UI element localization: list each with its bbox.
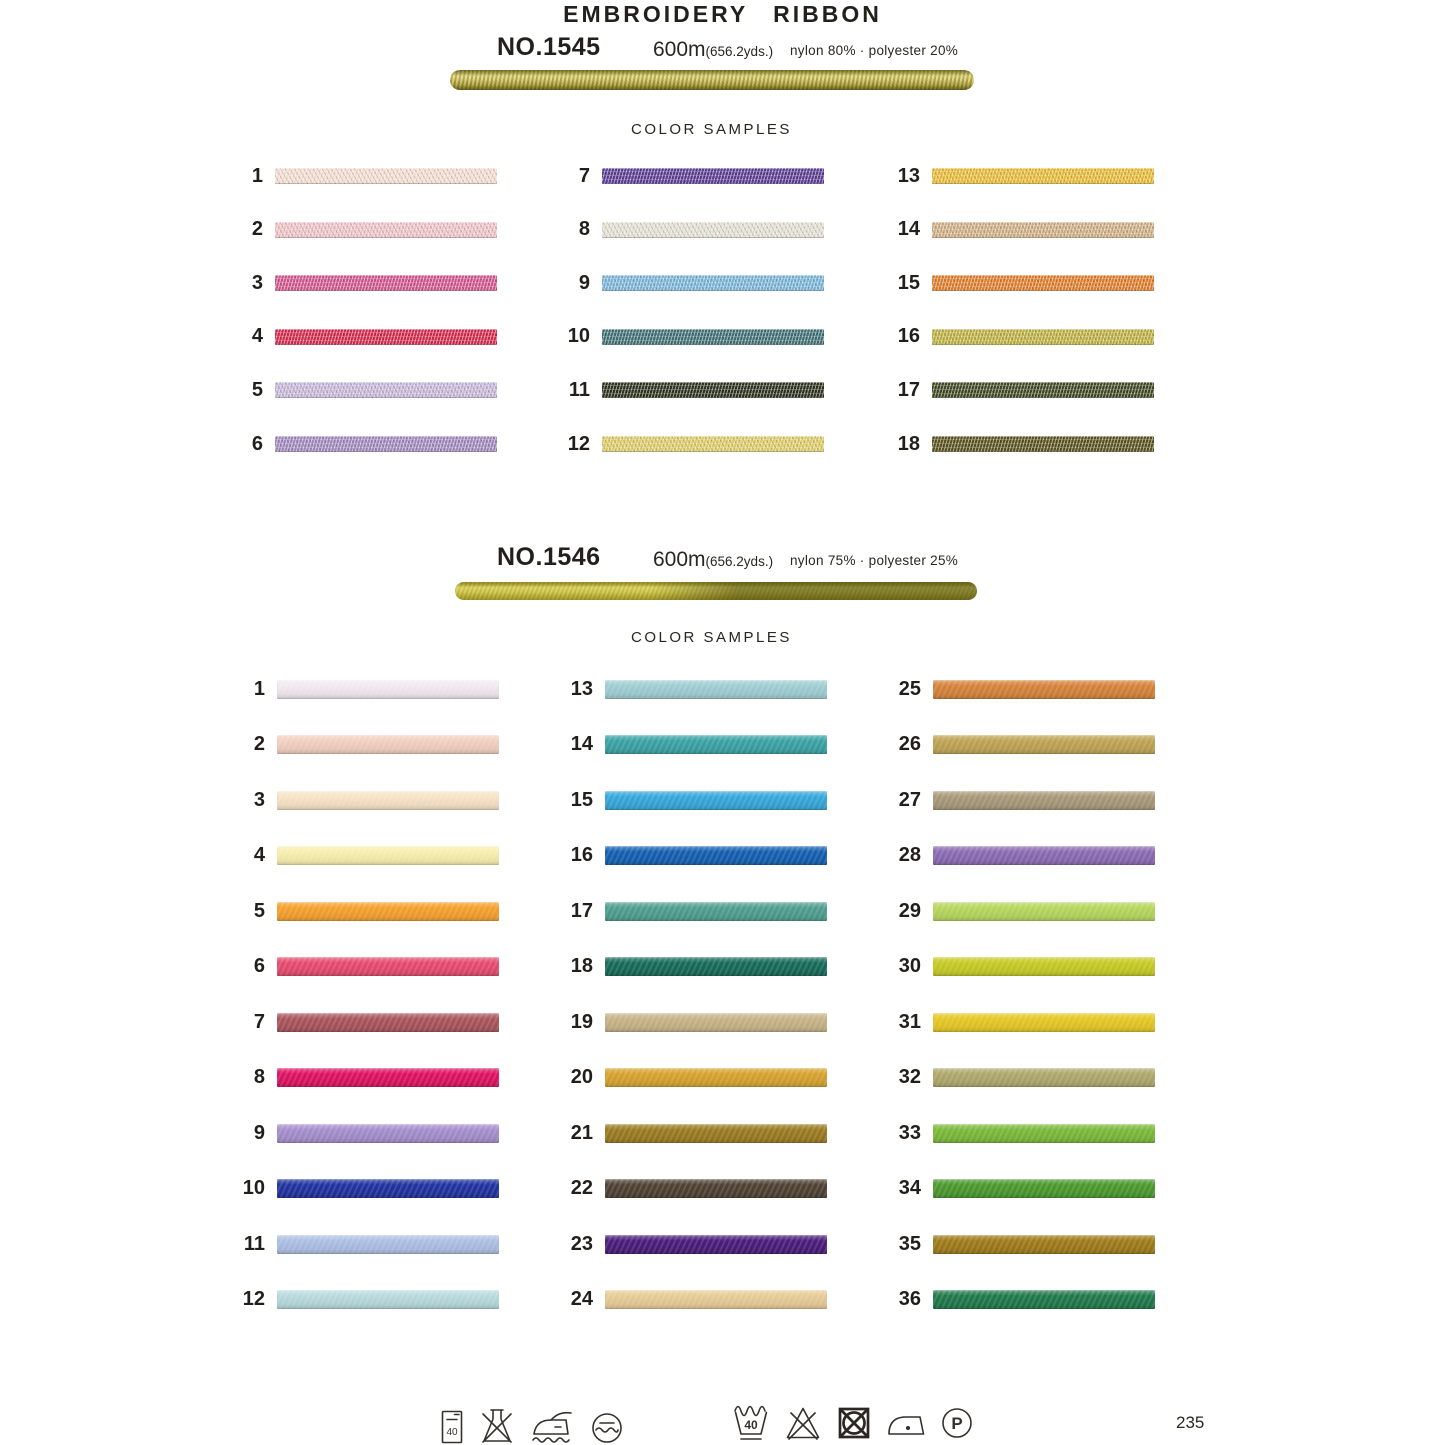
swatch-number: 30	[898, 955, 921, 978]
ribbon-swatch	[605, 1068, 827, 1087]
swatch-row	[200, 1008, 499, 1036]
swatch-number: 1	[253, 678, 265, 700]
swatch-row	[856, 897, 1155, 925]
no-bleach-icon	[785, 1406, 821, 1440]
ribbon-swatch	[605, 1290, 827, 1309]
ribbon-swatch	[932, 222, 1154, 238]
swatch-number: 8	[253, 1066, 265, 1089]
swatch-row	[200, 1230, 499, 1258]
svg-text:40: 40	[744, 1418, 758, 1432]
swatch-row	[200, 842, 499, 870]
swatch-number: 7	[253, 1010, 265, 1033]
length-1545	[653, 38, 773, 62]
swatch-number: 6	[251, 432, 263, 455]
swatch-row	[528, 1230, 827, 1258]
ribbon-swatch	[277, 680, 499, 699]
swatch-number: 13	[897, 164, 920, 187]
swatch-row	[525, 376, 824, 404]
product-number-1545: NO.1545	[497, 33, 601, 61]
swatch-number: 3	[251, 271, 263, 294]
ribbon-swatch	[277, 1013, 499, 1032]
ribbon-swatch	[933, 846, 1155, 865]
swatch-row	[528, 676, 827, 704]
ribbon-swatch	[605, 1235, 827, 1254]
ribbon-swatch	[277, 1124, 499, 1143]
ribbon-swatch	[933, 1179, 1155, 1198]
swatch-row	[856, 676, 1155, 704]
swatch-number: 12	[567, 432, 590, 455]
svg-text:P: P	[951, 1414, 963, 1433]
swatch-number: 13	[570, 678, 593, 700]
ribbon-swatch	[275, 329, 497, 345]
swatch-row	[855, 323, 1154, 351]
swatch-row	[856, 842, 1155, 870]
ribbon-swatch	[605, 1013, 827, 1032]
swatch-row	[525, 430, 824, 458]
swatch-number: 11	[243, 1232, 265, 1255]
ribbon-swatch	[933, 680, 1155, 699]
ribbon-swatch	[932, 329, 1154, 345]
swatch-number: 34	[898, 1177, 921, 1200]
length-yards: (656.2yds.)	[705, 44, 774, 59]
swatch-number: 28	[898, 844, 921, 867]
swatch-number: 2	[253, 733, 265, 756]
swatch-number: 16	[570, 844, 593, 867]
swatch-number: 1	[251, 164, 263, 187]
swatch-row	[525, 162, 824, 190]
ribbon-swatch	[605, 957, 827, 976]
swatch-row	[856, 1175, 1155, 1203]
ribbon-swatch	[277, 791, 499, 810]
ribbon-swatch	[602, 329, 824, 345]
care-symbols-iso	[733, 1402, 973, 1444]
swatch-number: 15	[570, 788, 593, 811]
swatch-row	[528, 897, 827, 925]
swatch-row	[855, 376, 1154, 404]
svg-text:40: 40	[446, 1427, 458, 1438]
jis-wash-40-icon	[440, 1410, 464, 1444]
swatch-number: 10	[567, 325, 590, 348]
ribbon-swatch	[932, 168, 1154, 184]
page-title: EMBROIDERY RIBBON	[563, 1, 882, 27]
swatch-number: 24	[570, 1287, 593, 1310]
swatch-row	[200, 786, 499, 814]
swatch-row	[856, 731, 1155, 759]
swatch-number: 17	[897, 378, 920, 401]
swatch-row	[200, 1119, 499, 1147]
swatch-row	[200, 731, 499, 759]
ribbon-photo-1546	[455, 582, 977, 600]
ribbon-swatch	[602, 275, 824, 291]
composition-1546: nylon 75% · polyester 25%	[790, 553, 959, 568]
swatch-row	[198, 430, 497, 458]
swatch-row	[528, 1119, 827, 1147]
ribbon-swatch	[933, 1068, 1155, 1087]
swatch-number: 25	[898, 678, 921, 700]
swatch-row	[856, 1230, 1155, 1258]
ribbon-swatch	[605, 680, 827, 699]
swatch-row	[856, 786, 1155, 814]
length-yards: (656.2yds.)	[705, 554, 774, 569]
swatch-number: 18	[570, 955, 593, 978]
swatch-row	[528, 731, 827, 759]
ribbon-swatch	[933, 957, 1155, 976]
swatch-number: 36	[898, 1287, 921, 1310]
ribbon-swatch	[933, 735, 1155, 754]
swatch-row	[528, 786, 827, 814]
swatch-number: 6	[253, 955, 265, 978]
swatch-row	[855, 430, 1154, 458]
ribbon-swatch	[277, 735, 499, 754]
swatch-row	[200, 897, 499, 925]
swatch-number: 33	[898, 1121, 921, 1144]
swatch-number: 22	[570, 1177, 593, 1200]
ribbon-swatch	[605, 902, 827, 921]
ribbon-swatch	[605, 735, 827, 754]
color-samples-label-1545: COLOR SAMPLES	[631, 121, 792, 138]
swatch-number: 21	[570, 1121, 593, 1144]
swatch-row	[856, 1119, 1155, 1147]
wash-40-icon	[733, 1403, 769, 1443]
swatch-row	[528, 1064, 827, 1092]
ribbon-swatch	[605, 1179, 827, 1198]
ribbon-swatch	[275, 382, 497, 398]
swatch-row	[200, 1064, 499, 1092]
swatch-row	[528, 1175, 827, 1203]
swatch-row	[856, 1285, 1155, 1313]
swatch-number: 4	[251, 325, 263, 348]
ribbon-swatch	[275, 275, 497, 291]
ribbon-swatch	[602, 168, 824, 184]
swatch-number: 12	[242, 1287, 265, 1310]
ribbon-swatch	[605, 1124, 827, 1143]
swatch-row	[198, 376, 497, 404]
swatch-number: 23	[570, 1232, 593, 1255]
swatch-number: 3	[253, 788, 265, 811]
dry-clean-p-icon	[941, 1407, 973, 1439]
swatch-row	[200, 1175, 499, 1203]
swatch-number: 8	[578, 218, 590, 241]
ribbon-swatch	[933, 1013, 1155, 1032]
swatch-row	[855, 162, 1154, 190]
swatch-number: 14	[897, 218, 920, 241]
composition-1545: nylon 80% · polyester 20%	[790, 43, 959, 58]
swatch-row	[198, 269, 497, 297]
swatch-row	[200, 676, 499, 704]
ribbon-swatch	[277, 846, 499, 865]
swatch-row	[198, 323, 497, 351]
swatch-number: 15	[897, 271, 920, 294]
swatch-row	[525, 216, 824, 244]
swatch-number: 16	[897, 325, 920, 348]
page-number: 235	[1176, 1413, 1205, 1432]
swatch-row	[528, 1285, 827, 1313]
ribbon-swatch	[605, 846, 827, 865]
swatch-row	[528, 842, 827, 870]
swatch-row	[856, 1064, 1155, 1092]
color-samples-label-1546: COLOR SAMPLES	[631, 629, 792, 646]
ribbon-swatch	[932, 382, 1154, 398]
swatch-row	[856, 953, 1155, 981]
ribbon-swatch	[277, 1068, 499, 1087]
swatch-number: 20	[570, 1066, 593, 1089]
length-value: 600m	[653, 548, 706, 571]
ribbon-swatch	[275, 436, 497, 452]
ribbon-swatch	[277, 957, 499, 976]
ribbon-swatch	[602, 222, 824, 238]
swatch-row	[198, 162, 497, 190]
ribbon-swatch	[605, 791, 827, 810]
length-1546	[653, 548, 773, 572]
ribbon-swatch	[277, 902, 499, 921]
swatch-row	[525, 269, 824, 297]
swatch-number: 11	[568, 378, 590, 401]
swatch-row	[200, 1285, 499, 1313]
product-number-1546: NO.1546	[497, 543, 601, 571]
swatch-number: 4	[253, 844, 265, 867]
jis-iron-low-icon	[530, 1408, 574, 1444]
swatch-number: 2	[251, 218, 263, 241]
ribbon-swatch	[275, 222, 497, 238]
ribbon-swatch	[932, 436, 1154, 452]
length-value: 600m	[653, 38, 706, 61]
ribbon-swatch	[277, 1290, 499, 1309]
swatch-number: 5	[251, 378, 263, 401]
swatch-row	[198, 216, 497, 244]
ribbon-swatch	[277, 1179, 499, 1198]
swatch-number: 10	[242, 1177, 265, 1200]
swatch-row	[528, 953, 827, 981]
ribbon-swatch	[277, 1235, 499, 1254]
swatch-number: 27	[898, 788, 921, 811]
jis-dry-clean-icon	[591, 1412, 623, 1444]
ribbon-swatch	[602, 436, 824, 452]
no-tumble-dry-icon	[837, 1406, 871, 1440]
ribbon-swatch	[933, 1235, 1155, 1254]
ribbon-swatch	[933, 791, 1155, 810]
swatch-number: 9	[578, 271, 590, 294]
swatch-number: 9	[253, 1121, 265, 1144]
swatch-number: 31	[898, 1010, 921, 1033]
care-symbols-jis	[440, 1402, 623, 1444]
swatch-row	[200, 953, 499, 981]
swatch-row	[525, 323, 824, 351]
swatch-number: 18	[897, 432, 920, 455]
swatch-number: 5	[253, 899, 265, 922]
swatch-number: 17	[570, 899, 593, 922]
jis-no-chlorine-bleach-icon	[481, 1408, 513, 1444]
ribbon-swatch	[933, 902, 1155, 921]
swatch-number: 32	[898, 1066, 921, 1089]
swatch-number: 26	[898, 733, 921, 756]
ribbon-swatch	[933, 1290, 1155, 1309]
ribbon-swatch	[275, 168, 497, 184]
swatch-number: 29	[898, 899, 921, 922]
ribbon-photo-1545	[450, 70, 974, 90]
swatch-row	[855, 269, 1154, 297]
swatch-number: 7	[578, 164, 590, 187]
ribbon-swatch	[932, 275, 1154, 291]
iron-icon	[887, 1409, 925, 1437]
swatch-number: 19	[570, 1010, 593, 1033]
ribbon-swatch	[602, 382, 824, 398]
ribbon-swatch	[933, 1124, 1155, 1143]
swatch-number: 14	[570, 733, 593, 756]
swatch-row	[528, 1008, 827, 1036]
swatch-number: 35	[898, 1232, 921, 1255]
swatch-row	[855, 216, 1154, 244]
swatch-row	[856, 1008, 1155, 1036]
